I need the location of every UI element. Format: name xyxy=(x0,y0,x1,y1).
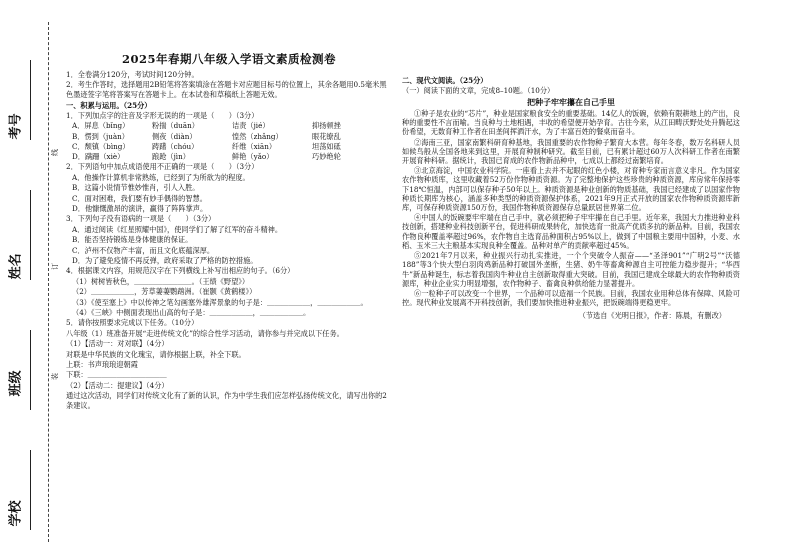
xingming-label: 姓名 xyxy=(8,253,24,280)
q3-option-a: A．通过阅读《红星照耀中国》，使同学们了解了红军的奋斗精神。 xyxy=(72,224,283,234)
note-2: 2．考生作答时，选择题用2B铅笔将答案填涂在答题卡对应题目标号的位置上，其余各题用0.5毫米黑色墨迹签字笔将答案写在答题卡上。在本试卷和草稿纸上答题无效。 xyxy=(66,80,387,99)
q5-shanglian: 上联：书声琅琅迎朝霞 xyxy=(66,360,138,370)
q3-option-d: D．为了避免疫情不再反弹，政府采取了严格的防控措施。 xyxy=(72,256,258,265)
q5-activity-2-desc: 通过这次活动，同学们对传统文化有了新的认识，作为中学生我们应怎样弘扬传统文化，请写出你的2条建议。 xyxy=(66,391,387,410)
q1-option-d: D．蹒跚（xiè） 踉跄（jìn） 鲜艳（yǎo） 巧妙绝轮 xyxy=(72,152,341,162)
article-source: （节选自《光明日报》，作者：陈晨，有删改） xyxy=(578,311,726,321)
q1-option-b: B．愣到（juàn） 侧夜（diàn） 惶然（zhǎng） 眼花缭乱 xyxy=(72,131,341,141)
binding-mark-zhuang: 装 xyxy=(51,372,60,380)
q1-stem: 1．下列加点字的注音及字形无误的的一项是（ ）（3分） xyxy=(66,111,259,121)
q4-stem: 4．根据课文内容，用规范汉字在下列横线上补写出相应的句子。（6分） xyxy=(66,266,295,276)
q5-activity-2: （2）【活动二：提建议】（4分） xyxy=(66,380,169,390)
article-paragraph-5: ⑤2021年7月以来，种业振兴行动扎实推进，一个个突破令人振奋——“圣泽901”“广明2号”“沃德188”等3个快大型白羽肉鸡新品种打破国外垄断，生猪、奶牛等畜禽种源自主可控能力稳步提升；“华西牛”新品种诞生，标志着我国肉牛种业自主创新取得重大突破。目前，我国已建成全球最大的农作物种质资源库，种业企业实力明显增强，农作物种子、畜禽良种供给能力显著提升。 xyxy=(402,251,740,288)
banji-label: 班级 xyxy=(8,370,24,397)
q2-option-b: B．这篇小说情节惟妙惟肖，引人入胜。 xyxy=(72,183,200,193)
q1-option-a: A．屏息（bǐng） 粉揣（duān） 诘责（jié） 抑扬顿挫 xyxy=(72,121,341,131)
section2-sub: （一）阅读下面的文章，完成8–10题。（10分） xyxy=(402,86,555,96)
xingming-underline xyxy=(30,190,31,280)
q3-option-c: C．泸州不仅物产丰富，而且文化底蕴深厚。 xyxy=(72,245,215,255)
banji-underline xyxy=(30,330,31,410)
left-column xyxy=(66,70,392,411)
article-paragraph-2: ②海南三亚，国家南繁科研育种基地，我国重要的农作物种子繁育大本营。每年冬春，数万名科研人员如候鸟般从全国各地来到这里，开展育种制种研究。截至目前，已有累计超过60万人次科研工作者在南繁开展育种科研。据统计，我国已育成的农作物新品种中，七成以上都经过南繁培育。 xyxy=(402,137,740,165)
xuexiao-label: 学校 xyxy=(8,500,24,527)
q2-option-a: A．他操作计算机非常熟练，已经到了为所欲为的程度。 xyxy=(72,172,250,182)
exam-title: 2025年春期八年级入学语文素质检测卷 xyxy=(121,52,336,66)
article-paragraph-3: ③北京海淀，中国农业科学院。一座看上去并不起眼的红色小楼，对育种专家而言意义非凡。作为国家农作物种质库，这里收藏着52万份作物种质资源。为了完整地保护这些珍贵的种质资源，库房常年保持零下18℃恒温，内部可以保存种子50年以上。种质资源是种业创新的物质基础，我国已经建成了以国家作物种质长期库为核心，涵盖多种类型的种质资源保护体系，2021年9月正式开放的国家农作物种质资源库新库，可保存种质资源150万份，我国作物种质资源保存总量跃居世界第二位。 xyxy=(402,166,740,213)
xuexiao-underline xyxy=(30,450,31,530)
section2-heading: 二、现代文阅读。（25分） xyxy=(402,76,488,85)
note-1: 1．全卷满分120分，考试时间120分钟。 xyxy=(66,70,199,79)
q4-line-3: （3）《使至塞上》中以传神之笔勾画塞外雄浑景象的句子是：＿＿＿＿＿＿，＿＿＿＿＿＿。 xyxy=(72,297,368,307)
q2-option-d: D．他慷慨激昂的演讲，赢得了阵阵掌声。 xyxy=(72,203,208,213)
q4-line-2: （2）＿＿＿＿＿＿，芳草萋萋鹦鹉洲。（崔颢《黄鹤楼》） xyxy=(72,287,257,297)
article-paragraph-4: ④中国人的饭碗要牢牢端在自己手中，就必须把种子牢牢攥在自己手里。近年来，我国大力推进种业科技创新，搭建种业科技创新平台，促进科研成果转化，加快选育一批高产优质多抗的新品种。目前，我国农作物良种覆盖率超过96%，农作物自主选育品种面积占95%以上，做到了中国粮主要用中国种，小麦、水稻、玉米三大主粮基本实现良种全覆盖。品种对单产的贡献率超过45%。 xyxy=(402,213,740,250)
binding-dashed-line xyxy=(48,22,49,542)
q5-activity-1: （1）【活动一：对对联】（4分） xyxy=(66,339,169,349)
article-title: 把种子牢牢攥在自己手里 xyxy=(527,96,615,107)
q2-stem: 2．下列语句中加点成语使用不正确的一项是（ ）（3分） xyxy=(66,162,259,172)
q5-activity-1-desc: 对联是中华民族的文化瑰宝，请你根据上联，补全下联。 xyxy=(66,349,246,359)
q5-stem: 5．请你按照要求完成以下任务。（10分） xyxy=(66,318,199,328)
article-paragraph-6: ⑥一粒种子可以改变一个世界，一个品种可以造福一个民族。目前，我国农业用种总体有保障、风险可控。现代种业发展离不开科技创新，我们要加快推进种业振兴，把饭碗端得更稳更牢。 xyxy=(402,289,740,308)
binding-strip xyxy=(0,0,62,560)
q1-option-c: C．颓镇（bìng） 踌躇（chóu） 纤维（xiān） 坦荡如砥 xyxy=(72,141,341,151)
q4-line-4: （4）《三峡》中侧面表现出山高的句子是：＿＿＿＿＿＿，＿＿＿＿＿＿。 xyxy=(72,308,311,318)
binding-mark-xian: 线 xyxy=(51,148,60,156)
section1-heading: 一、积累与运用。（25分） xyxy=(66,100,152,110)
kaohao-label: 考号 xyxy=(8,113,24,140)
binding-mark-ding: 订 xyxy=(51,262,60,270)
q3-option-b: B．能否坚持锻炼是身体健康的保证。 xyxy=(72,235,193,245)
q5-intro: 八年级（1）班准备开展“走进传统文化”的综合性学习活动，请你参与并完成以下任务。 xyxy=(66,328,344,338)
q5-xialian: 下联：＿＿＿＿＿＿＿＿＿＿＿ xyxy=(66,370,167,380)
kaohao-underline xyxy=(30,60,31,140)
q2-option-c: C．面对困难，我们要有妙手偶得的智慧。 xyxy=(72,193,207,203)
q4-line-1: （1）树树皆秋色，＿＿＿＿＿＿＿＿。（王绩《野望》） xyxy=(72,276,250,286)
right-column xyxy=(402,54,740,321)
article-paragraph-1: ①种子是农业的“芯片”，种业是国家粮食安全的重要基础。14亿人的饭碗，依赖有限耕地上的产出，良种的重要性不言而喻。当良种与土地相遇，丰收的希望便开始孕育。古往今来，从江田畴沃野处处升腾起这份希望，无数育种工作者在田垄间挥洒汗水，为了丰富百姓的餐桌而奋斗。 xyxy=(402,108,740,137)
q3-stem: 3．下列句子没有语病的一项是（ ）（3分） xyxy=(66,214,216,224)
